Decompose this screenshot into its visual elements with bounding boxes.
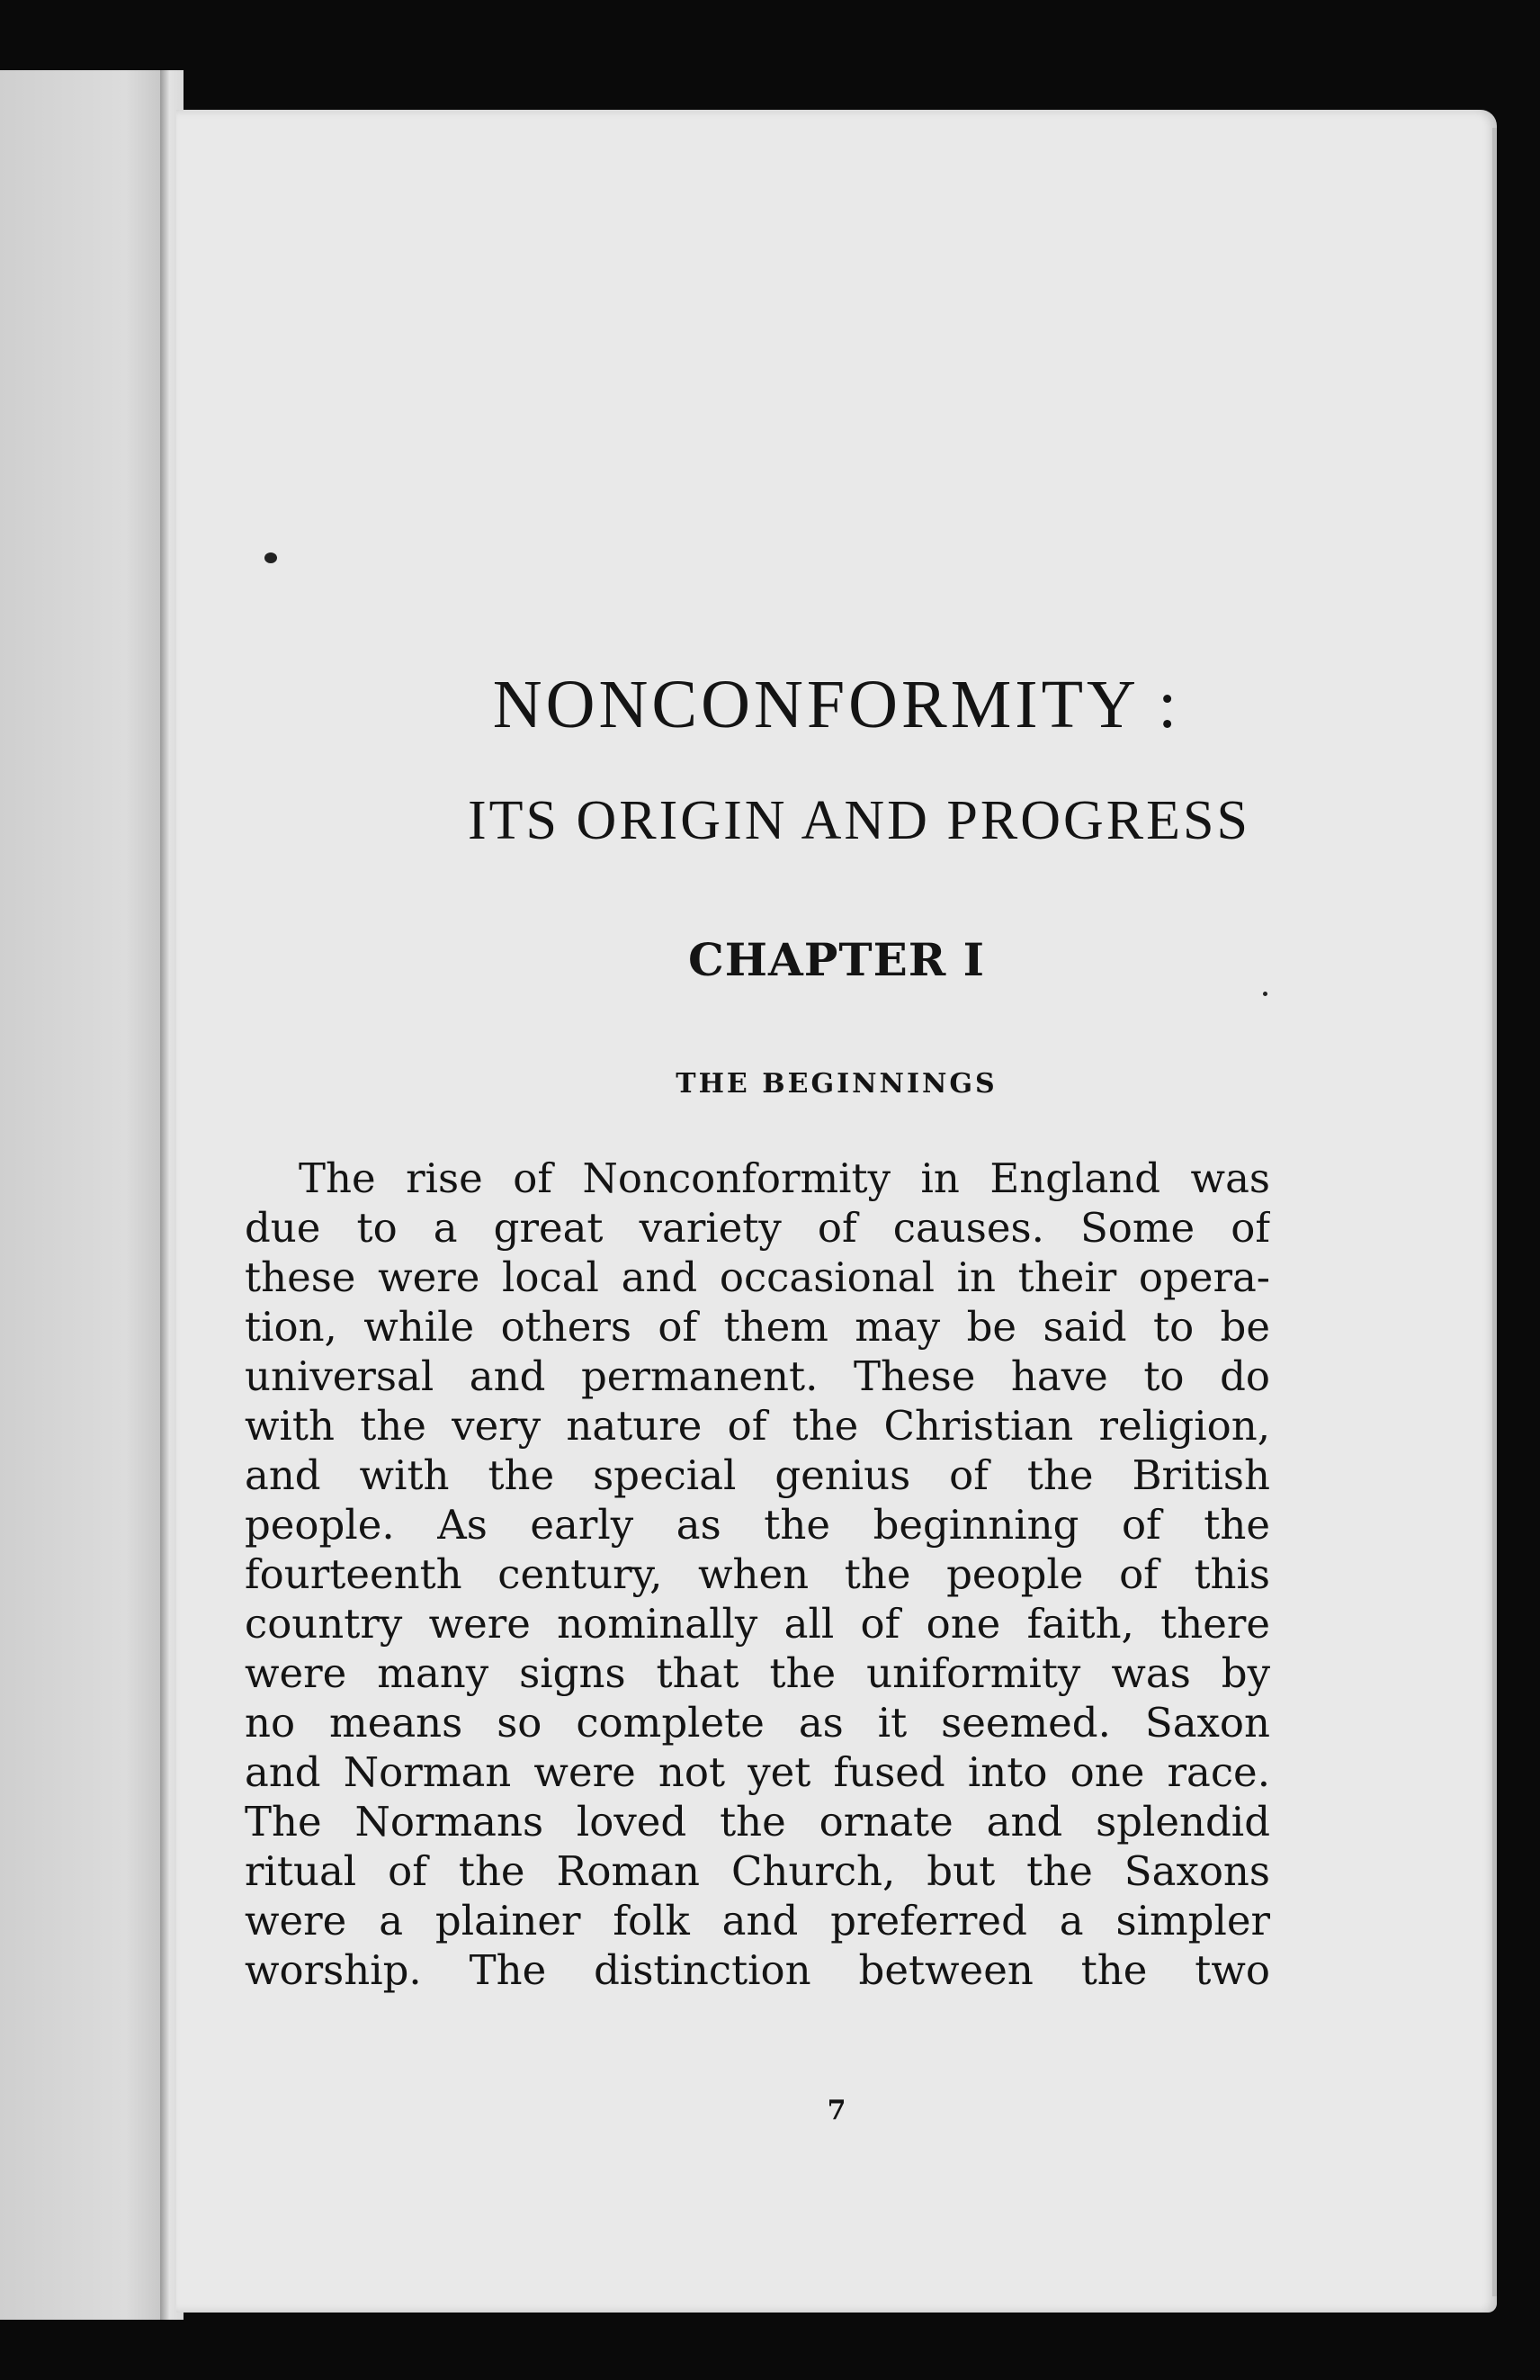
text-line: were a plainer folk and preferred a simpler <box>245 1897 1270 1944</box>
text-line: and with the special genius of the British <box>245 1451 1270 1499</box>
text-line: due to a great variety of causes. Some of <box>245 1204 1270 1252</box>
text-line: and Norman were not yet fused into one race. <box>245 1748 1270 1796</box>
text-line: The Normans loved the ornate and splendid <box>245 1798 1270 1846</box>
text-line: fourteenth century, when the people of this <box>245 1550 1270 1598</box>
book-page <box>176 110 1497 2313</box>
page-number: 7 <box>827 2095 846 2126</box>
page-text <box>176 110 1497 2313</box>
text-line: country were nominally all of one faith, there <box>245 1600 1270 1648</box>
text-line: worship. The distinction between the two <box>245 1946 1270 1994</box>
previous-page-edge <box>0 70 180 2320</box>
chapter-title: THE BEGINNINGS <box>676 1068 998 1100</box>
text-line: were many signs that the uniformity was by <box>245 1649 1270 1697</box>
text-line: people. As early as the beginning of the <box>245 1501 1270 1549</box>
chapter-heading: CHAPTER I <box>687 933 986 986</box>
text-line: with the very nature of the Christian religion, <box>245 1402 1270 1450</box>
text-line: these were local and occasional in their opera- <box>245 1253 1270 1301</box>
body-paragraph <box>245 1154 1270 1995</box>
text-line: ritual of the Roman Church, but the Saxons <box>245 1847 1270 1895</box>
text-line: universal and permanent. These have to do <box>245 1352 1270 1400</box>
book-subtitle: ITS ORIGIN AND PROGRESS <box>468 790 1250 851</box>
book-title: NONCONFORMITY : <box>492 667 1181 742</box>
text-line: no means so complete as it seemed. Saxon <box>245 1699 1270 1747</box>
text-line: tion, while others of them may be said to be <box>245 1303 1270 1351</box>
text-line: The rise of Nonconformity in England was <box>299 1154 1270 1202</box>
